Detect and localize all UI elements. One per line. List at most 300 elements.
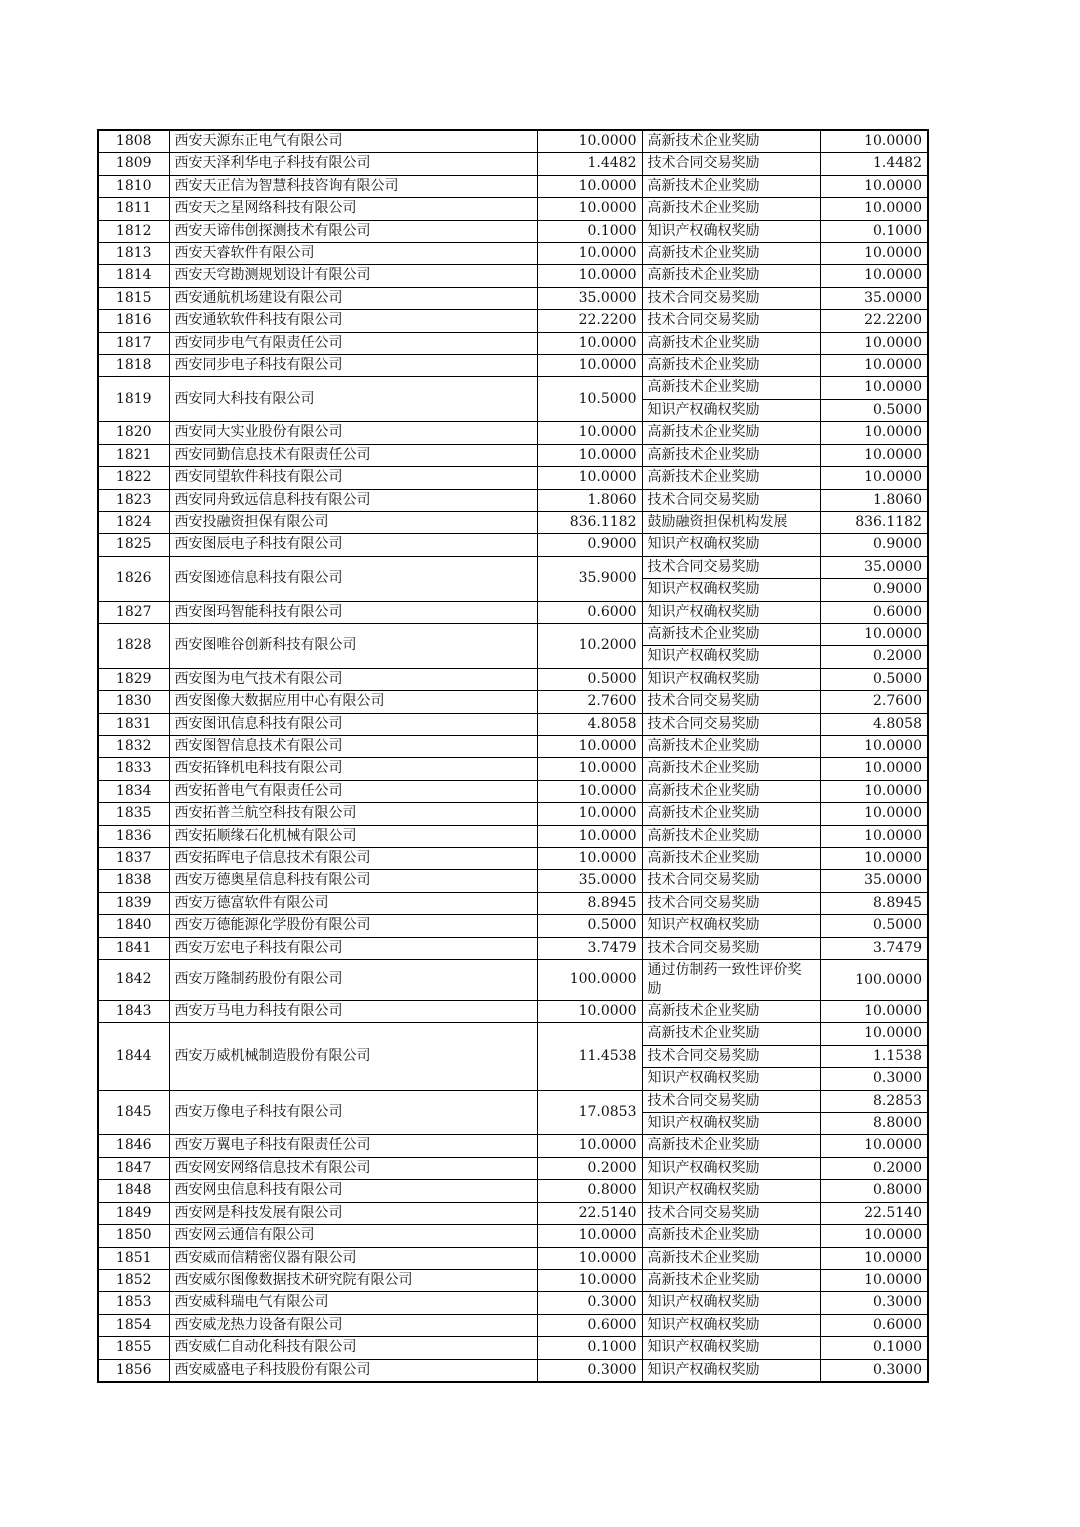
table-row <box>98 377 928 399</box>
award-amount: 22.5140 <box>820 1202 928 1224</box>
award-amount: 10.0000 <box>820 848 928 870</box>
table-row <box>98 960 928 1001</box>
table-row <box>98 243 928 265</box>
row-number: 1829 <box>98 668 169 690</box>
award-amount: 1.1538 <box>820 1045 928 1067</box>
subsidy-table <box>97 129 929 1383</box>
total-amount: 10.0000 <box>537 175 642 197</box>
row-number: 1828 <box>98 623 169 668</box>
award-type: 技术合同交易奖励 <box>642 287 820 309</box>
row-number: 1821 <box>98 444 169 466</box>
award-type: 高新技术企业奖励 <box>642 1023 820 1045</box>
row-number: 1841 <box>98 937 169 959</box>
company-name: 西安天睿软件有限公司 <box>169 243 537 265</box>
award-amount: 4.8058 <box>820 713 928 735</box>
table-row <box>98 1292 928 1314</box>
table-row <box>98 735 928 757</box>
total-amount: 0.1000 <box>537 220 642 242</box>
award-type: 知识产权确权奖励 <box>642 668 820 690</box>
award-type: 高新技术企业奖励 <box>642 444 820 466</box>
row-number: 1820 <box>98 422 169 444</box>
award-amount: 35.0000 <box>820 287 928 309</box>
company-name: 西安万翼电子科技有限责任公司 <box>169 1135 537 1157</box>
award-amount: 0.2000 <box>820 1157 928 1179</box>
company-name: 西安万马电力科技有限公司 <box>169 1001 537 1023</box>
award-amount: 0.9000 <box>820 579 928 601</box>
total-amount: 10.0000 <box>537 332 642 354</box>
row-number: 1813 <box>98 243 169 265</box>
award-amount: 100.0000 <box>820 960 928 1001</box>
award-amount: 0.5000 <box>820 668 928 690</box>
award-type: 高新技术企业奖励 <box>642 355 820 377</box>
company-name: 西安同舟致远信息科技有限公司 <box>169 489 537 511</box>
award-amount: 0.5000 <box>820 915 928 937</box>
table-row <box>98 1135 928 1157</box>
table-row <box>98 1202 928 1224</box>
company-name: 西安天之星网络科技有限公司 <box>169 198 537 220</box>
award-type: 技术合同交易奖励 <box>642 713 820 735</box>
table-row <box>98 511 928 533</box>
company-name: 西安图辰电子科技有限公司 <box>169 534 537 556</box>
total-amount: 17.0853 <box>537 1090 642 1135</box>
award-amount: 10.0000 <box>820 1135 928 1157</box>
total-amount: 8.8945 <box>537 892 642 914</box>
company-name: 西安图玛智能科技有限公司 <box>169 601 537 623</box>
total-amount: 10.0000 <box>537 1269 642 1291</box>
award-type: 高新技术企业奖励 <box>642 623 820 645</box>
award-type: 高新技术企业奖励 <box>642 265 820 287</box>
company-name: 西安威尔图像数据技术研究院有限公司 <box>169 1269 537 1291</box>
total-amount: 0.9000 <box>537 534 642 556</box>
award-amount: 0.1000 <box>820 1337 928 1359</box>
company-name: 西安拓顺缘石化机械有限公司 <box>169 825 537 847</box>
award-amount: 8.8945 <box>820 892 928 914</box>
row-number: 1816 <box>98 310 169 332</box>
award-amount: 10.0000 <box>820 825 928 847</box>
row-number: 1853 <box>98 1292 169 1314</box>
table-row <box>98 1023 928 1045</box>
award-amount: 10.0000 <box>820 735 928 757</box>
total-amount: 11.4538 <box>537 1023 642 1090</box>
award-amount: 10.0000 <box>820 198 928 220</box>
award-type: 技术合同交易奖励 <box>642 556 820 578</box>
total-amount: 22.5140 <box>537 1202 642 1224</box>
company-name: 西安拓普兰航空科技有限公司 <box>169 803 537 825</box>
total-amount: 2.7600 <box>537 691 642 713</box>
row-number: 1838 <box>98 870 169 892</box>
row-number: 1830 <box>98 691 169 713</box>
award-type: 高新技术企业奖励 <box>642 1269 820 1291</box>
total-amount: 0.6000 <box>537 601 642 623</box>
row-number: 1815 <box>98 287 169 309</box>
company-name: 西安网安网络信息技术有限公司 <box>169 1157 537 1179</box>
total-amount: 0.1000 <box>537 1337 642 1359</box>
award-amount: 35.0000 <box>820 556 928 578</box>
total-amount: 10.0000 <box>537 444 642 466</box>
company-name: 西安通航机场建设有限公司 <box>169 287 537 309</box>
total-amount: 10.0000 <box>537 758 642 780</box>
award-amount: 10.0000 <box>820 243 928 265</box>
company-name: 西安万威机械制造股份有限公司 <box>169 1023 537 1090</box>
award-amount: 0.3000 <box>820 1359 928 1382</box>
row-number: 1844 <box>98 1023 169 1090</box>
row-number: 1825 <box>98 534 169 556</box>
award-amount: 1.4482 <box>820 153 928 175</box>
award-amount: 10.0000 <box>820 1247 928 1269</box>
award-amount: 10.0000 <box>820 623 928 645</box>
company-name: 西安万德奥星信息科技有限公司 <box>169 870 537 892</box>
row-number: 1849 <box>98 1202 169 1224</box>
row-number: 1834 <box>98 780 169 802</box>
company-name: 西安图唯谷创新科技有限公司 <box>169 623 537 668</box>
company-name: 西安天正信为智慧科技咨询有限公司 <box>169 175 537 197</box>
award-type: 技术合同交易奖励 <box>642 691 820 713</box>
table-row <box>98 1180 928 1202</box>
award-amount: 10.0000 <box>820 444 928 466</box>
award-type: 知识产权确权奖励 <box>642 1314 820 1336</box>
table-row <box>98 780 928 802</box>
award-type: 高新技术企业奖励 <box>642 803 820 825</box>
company-name: 西安同步电子科技有限公司 <box>169 355 537 377</box>
total-amount: 0.3000 <box>537 1292 642 1314</box>
company-name: 西安投融资担保有限公司 <box>169 511 537 533</box>
award-amount: 10.0000 <box>820 1269 928 1291</box>
total-amount: 35.9000 <box>537 556 642 601</box>
total-amount: 0.5000 <box>537 915 642 937</box>
award-amount: 10.0000 <box>820 332 928 354</box>
award-type: 知识产权确权奖励 <box>642 1180 820 1202</box>
company-name: 西安万德能源化学股份有限公司 <box>169 915 537 937</box>
company-name: 西安天泽利华电子科技有限公司 <box>169 153 537 175</box>
total-amount: 10.0000 <box>537 848 642 870</box>
table-row <box>98 1337 928 1359</box>
award-amount: 10.0000 <box>820 422 928 444</box>
table-row <box>98 1001 928 1023</box>
row-number: 1837 <box>98 848 169 870</box>
company-name: 西安同大实业股份有限公司 <box>169 422 537 444</box>
row-number: 1845 <box>98 1090 169 1135</box>
table-row <box>98 310 928 332</box>
award-amount: 3.7479 <box>820 937 928 959</box>
table-row <box>98 758 928 780</box>
company-name: 西安万像电子科技有限公司 <box>169 1090 537 1135</box>
award-type: 知识产权确权奖励 <box>642 579 820 601</box>
award-amount: 836.1182 <box>820 511 928 533</box>
table-row <box>98 825 928 847</box>
total-amount: 10.0000 <box>537 243 642 265</box>
award-type: 技术合同交易奖励 <box>642 892 820 914</box>
company-name: 西安同步电气有限责任公司 <box>169 332 537 354</box>
company-name: 西安同勤信息技术有限责任公司 <box>169 444 537 466</box>
award-amount: 0.3000 <box>820 1292 928 1314</box>
award-type: 知识产权确权奖励 <box>642 646 820 668</box>
table-row <box>98 691 928 713</box>
company-name: 西安图讯信息科技有限公司 <box>169 713 537 735</box>
row-number: 1818 <box>98 355 169 377</box>
row-number: 1846 <box>98 1135 169 1157</box>
row-number: 1852 <box>98 1269 169 1291</box>
award-type: 高新技术企业奖励 <box>642 467 820 489</box>
table-row <box>98 130 928 153</box>
award-type: 知识产权确权奖励 <box>642 1292 820 1314</box>
award-type: 高新技术企业奖励 <box>642 735 820 757</box>
company-name: 西安威盛电子科技股份有限公司 <box>169 1359 537 1382</box>
row-number: 1817 <box>98 332 169 354</box>
table-row <box>98 265 928 287</box>
award-amount: 10.0000 <box>820 803 928 825</box>
award-amount: 10.0000 <box>820 355 928 377</box>
table-row <box>98 1359 928 1382</box>
table-row <box>98 1314 928 1336</box>
award-amount: 10.0000 <box>820 130 928 153</box>
row-number: 1823 <box>98 489 169 511</box>
award-amount: 10.0000 <box>820 758 928 780</box>
award-type: 高新技术企业奖励 <box>642 780 820 802</box>
award-amount: 8.2853 <box>820 1090 928 1112</box>
award-amount: 0.2000 <box>820 646 928 668</box>
company-name: 西安图迹信息科技有限公司 <box>169 556 537 601</box>
row-number: 1810 <box>98 175 169 197</box>
total-amount: 10.0000 <box>537 780 642 802</box>
table-row <box>98 1247 928 1269</box>
award-type: 高新技术企业奖励 <box>642 848 820 870</box>
award-amount: 0.5000 <box>820 399 928 421</box>
award-type: 高新技术企业奖励 <box>642 243 820 265</box>
award-type: 高新技术企业奖励 <box>642 175 820 197</box>
award-amount: 0.6000 <box>820 601 928 623</box>
total-amount: 10.0000 <box>537 467 642 489</box>
award-type: 技术合同交易奖励 <box>642 1090 820 1112</box>
award-type: 知识产权确权奖励 <box>642 1068 820 1090</box>
award-type: 知识产权确权奖励 <box>642 915 820 937</box>
table-row <box>98 153 928 175</box>
table-row <box>98 892 928 914</box>
row-number: 1851 <box>98 1247 169 1269</box>
table-row <box>98 422 928 444</box>
award-type: 技术合同交易奖励 <box>642 870 820 892</box>
table-row <box>98 713 928 735</box>
total-amount: 10.0000 <box>537 735 642 757</box>
award-amount: 0.8000 <box>820 1180 928 1202</box>
company-name: 西安万隆制药股份有限公司 <box>169 960 537 1001</box>
row-number: 1833 <box>98 758 169 780</box>
company-name: 西安万宏电子科技有限公司 <box>169 937 537 959</box>
total-amount: 0.6000 <box>537 1314 642 1336</box>
row-number: 1824 <box>98 511 169 533</box>
table-row <box>98 803 928 825</box>
award-amount: 10.0000 <box>820 1023 928 1045</box>
award-type: 高新技术企业奖励 <box>642 1225 820 1247</box>
row-number: 1819 <box>98 377 169 422</box>
company-name: 西安同望软件科技有限公司 <box>169 467 537 489</box>
table-row <box>98 601 928 623</box>
row-number: 1854 <box>98 1314 169 1336</box>
total-amount: 35.0000 <box>537 870 642 892</box>
total-amount: 1.4482 <box>537 153 642 175</box>
award-type: 技术合同交易奖励 <box>642 489 820 511</box>
row-number: 1842 <box>98 960 169 1001</box>
award-type: 知识产权确权奖励 <box>642 1359 820 1382</box>
total-amount: 836.1182 <box>537 511 642 533</box>
award-type: 高新技术企业奖励 <box>642 332 820 354</box>
total-amount: 3.7479 <box>537 937 642 959</box>
table-row <box>98 1225 928 1247</box>
total-amount: 0.3000 <box>537 1359 642 1382</box>
award-type: 技术合同交易奖励 <box>642 310 820 332</box>
company-name: 西安拓锋机电科技有限公司 <box>169 758 537 780</box>
total-amount: 10.2000 <box>537 623 642 668</box>
award-amount: 0.9000 <box>820 534 928 556</box>
award-type: 知识产权确权奖励 <box>642 399 820 421</box>
total-amount: 0.8000 <box>537 1180 642 1202</box>
award-type: 技术合同交易奖励 <box>642 1202 820 1224</box>
table-row <box>98 467 928 489</box>
row-number: 1809 <box>98 153 169 175</box>
total-amount: 10.0000 <box>537 130 642 153</box>
table-row <box>98 332 928 354</box>
award-type: 技术合同交易奖励 <box>642 153 820 175</box>
total-amount: 10.0000 <box>537 1135 642 1157</box>
table-row <box>98 175 928 197</box>
company-name: 西安拓晖电子信息技术有限公司 <box>169 848 537 870</box>
company-name: 西安天源东正电气有限公司 <box>169 130 537 153</box>
award-type: 高新技术企业奖励 <box>642 825 820 847</box>
award-type: 高新技术企业奖励 <box>642 130 820 153</box>
company-name: 西安威龙热力设备有限公司 <box>169 1314 537 1336</box>
total-amount: 1.8060 <box>537 489 642 511</box>
award-amount: 0.3000 <box>820 1068 928 1090</box>
total-amount: 10.0000 <box>537 825 642 847</box>
total-amount: 0.5000 <box>537 668 642 690</box>
total-amount: 10.5000 <box>537 377 642 422</box>
company-name: 西安天穹勘测规划设计有限公司 <box>169 265 537 287</box>
company-name: 西安威而信精密仪器有限公司 <box>169 1247 537 1269</box>
row-number: 1839 <box>98 892 169 914</box>
award-amount: 0.6000 <box>820 1314 928 1336</box>
table-row <box>98 287 928 309</box>
award-type: 高新技术企业奖励 <box>642 758 820 780</box>
award-amount: 22.2200 <box>820 310 928 332</box>
total-amount: 35.0000 <box>537 287 642 309</box>
award-type: 高新技术企业奖励 <box>642 198 820 220</box>
total-amount: 10.0000 <box>537 198 642 220</box>
company-name: 西安同大科技有限公司 <box>169 377 537 422</box>
table-row <box>98 915 928 937</box>
row-number: 1814 <box>98 265 169 287</box>
award-amount: 1.8060 <box>820 489 928 511</box>
table-row <box>98 534 928 556</box>
total-amount: 10.0000 <box>537 1225 642 1247</box>
company-name: 西安图智信息技术有限公司 <box>169 735 537 757</box>
company-name: 西安网虫信息科技有限公司 <box>169 1180 537 1202</box>
award-amount: 10.0000 <box>820 780 928 802</box>
row-number: 1847 <box>98 1157 169 1179</box>
table-row <box>98 1269 928 1291</box>
award-amount: 2.7600 <box>820 691 928 713</box>
table-row <box>98 668 928 690</box>
company-name: 西安网云通信有限公司 <box>169 1225 537 1247</box>
row-number: 1811 <box>98 198 169 220</box>
award-type: 高新技术企业奖励 <box>642 1001 820 1023</box>
award-amount: 8.8000 <box>820 1113 928 1135</box>
award-amount: 10.0000 <box>820 377 928 399</box>
award-type: 知识产权确权奖励 <box>642 534 820 556</box>
award-amount: 10.0000 <box>820 1001 928 1023</box>
table-body <box>98 130 928 1382</box>
total-amount: 10.0000 <box>537 355 642 377</box>
total-amount: 10.0000 <box>537 1247 642 1269</box>
award-type: 高新技术企业奖励 <box>642 377 820 399</box>
table-row <box>98 198 928 220</box>
award-amount: 0.1000 <box>820 220 928 242</box>
table-row <box>98 623 928 645</box>
company-name: 西安威仁自动化科技有限公司 <box>169 1337 537 1359</box>
row-number: 1850 <box>98 1225 169 1247</box>
total-amount: 10.0000 <box>537 1001 642 1023</box>
company-name: 西安拓普电气有限责任公司 <box>169 780 537 802</box>
row-number: 1822 <box>98 467 169 489</box>
row-number: 1808 <box>98 130 169 153</box>
award-type: 知识产权确权奖励 <box>642 1337 820 1359</box>
award-type: 高新技术企业奖励 <box>642 1135 820 1157</box>
table-row <box>98 220 928 242</box>
company-name: 西安万德富软件有限公司 <box>169 892 537 914</box>
company-name: 西安通软软件科技有限公司 <box>169 310 537 332</box>
award-type: 技术合同交易奖励 <box>642 937 820 959</box>
award-type: 鼓励融资担保机构发展 <box>642 511 820 533</box>
award-type: 知识产权确权奖励 <box>642 220 820 242</box>
award-type: 高新技术企业奖励 <box>642 1247 820 1269</box>
company-name: 西安图为电气技术有限公司 <box>169 668 537 690</box>
table-row <box>98 848 928 870</box>
award-amount: 10.0000 <box>820 467 928 489</box>
table-row <box>98 556 928 578</box>
row-number: 1856 <box>98 1359 169 1382</box>
row-number: 1832 <box>98 735 169 757</box>
table-row <box>98 355 928 377</box>
company-name: 西安天谛伟创探测技术有限公司 <box>169 220 537 242</box>
total-amount: 100.0000 <box>537 960 642 1001</box>
table-row <box>98 1157 928 1179</box>
award-type: 高新技术企业奖励 <box>642 422 820 444</box>
row-number: 1848 <box>98 1180 169 1202</box>
total-amount: 22.2200 <box>537 310 642 332</box>
company-name: 西安网是科技发展有限公司 <box>169 1202 537 1224</box>
table-row <box>98 870 928 892</box>
table-row <box>98 489 928 511</box>
award-type: 知识产权确权奖励 <box>642 601 820 623</box>
row-number: 1843 <box>98 1001 169 1023</box>
row-number: 1827 <box>98 601 169 623</box>
table-row <box>98 1090 928 1112</box>
table-row <box>98 937 928 959</box>
total-amount: 0.2000 <box>537 1157 642 1179</box>
award-type: 通过仿制药一致性评价奖励 <box>642 960 820 1001</box>
total-amount: 4.8058 <box>537 713 642 735</box>
total-amount: 10.0000 <box>537 265 642 287</box>
award-type: 知识产权确权奖励 <box>642 1113 820 1135</box>
award-amount: 10.0000 <box>820 1225 928 1247</box>
total-amount: 10.0000 <box>537 422 642 444</box>
award-amount: 35.0000 <box>820 870 928 892</box>
table-row <box>98 444 928 466</box>
company-name: 西安威科瑞电气有限公司 <box>169 1292 537 1314</box>
row-number: 1836 <box>98 825 169 847</box>
row-number: 1826 <box>98 556 169 601</box>
row-number: 1812 <box>98 220 169 242</box>
award-type: 技术合同交易奖励 <box>642 1045 820 1067</box>
total-amount: 10.0000 <box>537 803 642 825</box>
